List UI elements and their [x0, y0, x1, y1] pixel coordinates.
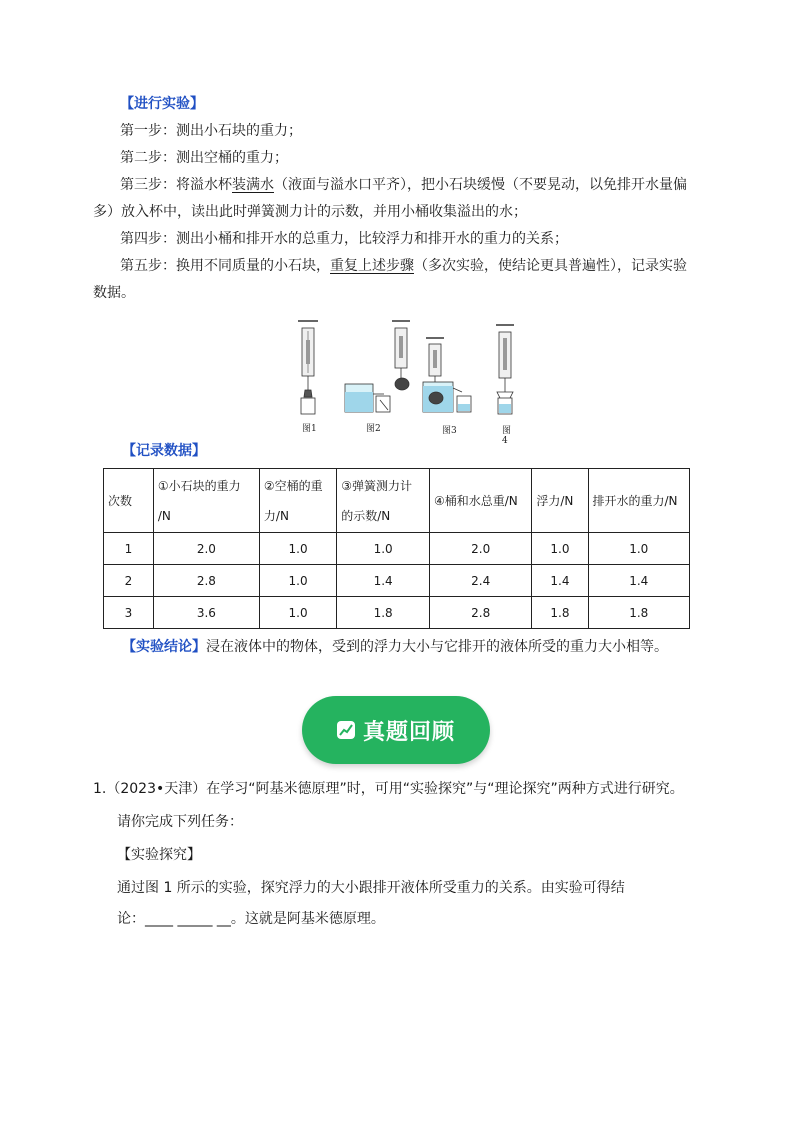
table-cell: 1.0	[259, 533, 336, 565]
step-3-underlined: 装满水	[232, 177, 274, 193]
experiment-figure	[296, 318, 514, 446]
header-displaced-water: 排开水的重力/N	[588, 469, 689, 533]
header-buoyancy: 浮力/N	[532, 469, 588, 533]
table-cell: 2.4	[430, 565, 532, 597]
step-3	[120, 174, 687, 196]
table-cell: 2.8	[430, 597, 532, 629]
procedure-heading: 【进行实验】	[120, 96, 204, 112]
header-total-weight: ④桶和水总重/N	[430, 469, 532, 533]
step-2: 第二步：测出空桶的重力；	[120, 150, 288, 166]
table-cell: 3	[104, 597, 154, 629]
step-3-text-a: 第三步：将溢水杯	[120, 177, 232, 193]
conclusion	[122, 636, 668, 658]
table-cell: 2.0	[153, 533, 259, 565]
figure-2-label: 图2	[366, 424, 381, 434]
step-5	[120, 255, 687, 277]
table-cell: 1.8	[337, 597, 430, 629]
table-cell: 1.0	[532, 533, 588, 565]
table-cell: 2.8	[153, 565, 259, 597]
table-cell: 1.8	[588, 597, 689, 629]
data-table	[103, 468, 690, 629]
chart-icon	[337, 721, 355, 739]
table-cell: 1	[104, 533, 154, 565]
conclusion-text: 浸在液体中的物体，受到的浮力大小与它排开的液体所受的重力大小相等。	[206, 639, 668, 655]
header-stone-weight-line2: /N	[157, 508, 171, 523]
table-cell: 1.0	[588, 533, 689, 565]
header-scale-reading	[337, 469, 430, 533]
question-line-4: 通过图 1 所示的实验，探究浮力的大小跟排开液体所受重力的关系。由实验可得结	[117, 880, 625, 896]
header-scale-reading-line2: 的示数/N	[341, 508, 391, 523]
header-bucket-weight-line1: ②空桶的重	[263, 478, 323, 493]
section-banner	[302, 696, 490, 764]
step-5-text-a: 第五步：换用不同质量的小石块，	[120, 258, 330, 274]
table-header-row	[104, 469, 690, 533]
conclusion-heading: 【实验结论】	[122, 639, 206, 655]
table-row	[104, 597, 690, 629]
header-bucket-weight	[259, 469, 336, 533]
question-line-3: 【实验探究】	[117, 847, 201, 863]
table-cell: 2	[104, 565, 154, 597]
header-trial: 次数	[104, 469, 154, 533]
table-cell: 2.0	[430, 533, 532, 565]
figure-3-label: 图3	[442, 426, 457, 436]
question-line-5: 论：____ _____ __。这就是阿基米德原理。	[117, 911, 385, 927]
table-row	[104, 565, 690, 597]
table-cell: 1.4	[337, 565, 430, 597]
header-bucket-weight-line2: 力/N	[263, 508, 289, 523]
header-stone-weight-line1: ①小石块的重力	[157, 478, 241, 493]
step-1: 第一步：测出小石块的重力；	[120, 123, 302, 139]
figure-4-label: 图4	[502, 426, 512, 446]
table-row	[104, 533, 690, 565]
table-cell: 1.0	[259, 565, 336, 597]
experiment-illustration	[296, 318, 514, 436]
figure-1-label: 图1	[302, 424, 317, 434]
step-5-underlined: 重复上述步骤	[330, 258, 414, 274]
step-4: 第四步：测出小桶和排开水的总重力，比较浮力和排开水的重力的关系；	[120, 231, 568, 247]
header-stone-weight	[153, 469, 259, 533]
table-cell: 1.4	[532, 565, 588, 597]
step-5-continued: 数据。	[93, 285, 135, 301]
banner-title: 真题回顾	[362, 719, 455, 745]
table-cell: 1.0	[259, 597, 336, 629]
step-3-continued: 多）放入杯中，读出此时弹簧测力计的示数，并用小桶收集溢出的水；	[93, 204, 527, 220]
header-scale-reading-line1: ③弹簧测力计	[341, 478, 413, 493]
table-cell: 1.0	[337, 533, 430, 565]
table-cell: 1.8	[532, 597, 588, 629]
table-cell: 1.4	[588, 565, 689, 597]
table-cell: 3.6	[153, 597, 259, 629]
step-5-text-b: （多次实验，使结论更具普遍性），记录实验	[414, 258, 687, 274]
step-3-text-b: （液面与溢水口平齐），把小石块缓慢（不要晃动，以免排开水量偏	[274, 177, 687, 193]
question-line-2: 请你完成下列任务：	[117, 814, 243, 830]
question-line-1: 1.（2023•天津）在学习“阿基米德原理”时，可用“实验探究”与“理论探究”两种方式进行研究。	[93, 781, 684, 797]
record-heading: 【记录数据】	[122, 443, 206, 459]
